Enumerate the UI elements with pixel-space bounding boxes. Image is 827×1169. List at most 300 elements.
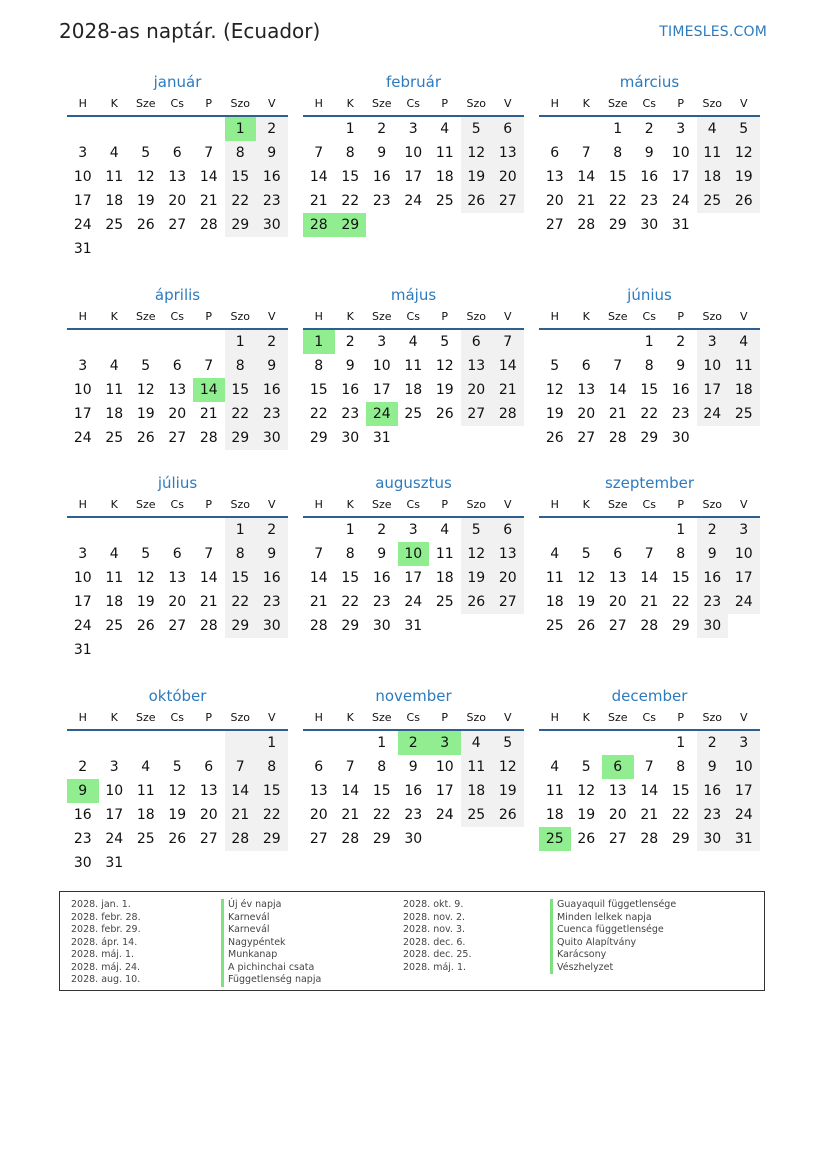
day-cell: 8 <box>225 141 257 165</box>
empty-day-cell <box>461 827 493 851</box>
empty-day-cell <box>429 827 461 851</box>
day-cell: 28 <box>225 827 257 851</box>
day-cell: 30 <box>372 618 391 634</box>
weekday-label: H <box>78 310 87 323</box>
day-cell: 5 <box>728 117 760 141</box>
legend-date: 2028. dec. 25. <box>403 949 472 960</box>
week-row <box>67 566 288 590</box>
day-cell: 17 <box>728 566 760 590</box>
empty-day-cell <box>162 851 194 875</box>
day-cell: 7 <box>644 759 654 775</box>
empty-day-cell <box>539 330 571 354</box>
day-cell: 29 <box>671 618 690 634</box>
weekday-label: K <box>110 498 118 511</box>
day-cell: 11 <box>435 546 454 562</box>
empty-day-cell <box>67 518 99 542</box>
day-cell: 17 <box>73 594 92 610</box>
day-cell: 12 <box>136 382 155 398</box>
day-cell: 21 <box>640 594 659 610</box>
day-cell: 19 <box>577 594 596 610</box>
day-cell: 22 <box>671 594 690 610</box>
empty-day-cell <box>193 330 225 354</box>
day-cell: 27 <box>168 618 187 634</box>
weekday-label: Szo <box>702 711 722 724</box>
month-name: december <box>611 687 688 705</box>
day-cell: 2 <box>697 518 729 542</box>
day-cell: 5 <box>141 145 151 161</box>
day-cell: 20 <box>492 165 524 189</box>
weekday-header <box>539 306 760 330</box>
day-cell: 23 <box>256 402 288 426</box>
week-row <box>539 141 760 165</box>
empty-day-cell <box>461 614 493 638</box>
empty-day-cell <box>492 614 524 638</box>
day-cell: 14 <box>492 354 524 378</box>
day-cell: 27 <box>608 618 627 634</box>
day-cell: 26 <box>435 406 454 422</box>
month-2 <box>303 71 524 237</box>
weekday-header <box>539 494 760 518</box>
day-cell: 8 <box>613 145 623 161</box>
weekday-label: K <box>582 310 590 323</box>
day-cell: 27 <box>461 402 493 426</box>
day-cell: 25 <box>105 430 124 446</box>
day-cell: 18 <box>105 193 124 209</box>
day-cell: 26 <box>136 430 155 446</box>
day-cell: 18 <box>105 594 124 610</box>
month-name: november <box>375 687 452 705</box>
weekday-label: K <box>582 498 590 511</box>
day-cell: 7 <box>204 546 214 562</box>
day-cell: 17 <box>404 169 423 185</box>
day-cell: 13 <box>168 169 187 185</box>
day-cell: 18 <box>545 594 564 610</box>
day-cell: 15 <box>671 783 690 799</box>
day-cell: 26 <box>492 803 524 827</box>
weekday-label: V <box>503 711 512 724</box>
weekday-label: Szo <box>230 97 250 110</box>
day-cell: 20 <box>168 406 187 422</box>
day-cell: 15 <box>225 165 257 189</box>
day-cell: 26 <box>461 590 493 614</box>
month-3 <box>539 71 760 237</box>
week-row <box>539 827 760 851</box>
empty-day-cell <box>99 731 131 755</box>
day-cell: 8 <box>377 759 387 775</box>
day-cell: 23 <box>341 406 360 422</box>
day-cell: 3 <box>676 121 686 137</box>
day-cell: 19 <box>168 807 187 823</box>
day-cell: 22 <box>372 807 391 823</box>
weekday-label: P <box>205 97 213 110</box>
day-cell: 25 <box>435 594 454 610</box>
day-cell: 6 <box>204 759 214 775</box>
week-row <box>67 426 288 450</box>
day-cell: 15 <box>341 570 360 586</box>
week-row <box>539 803 760 827</box>
day-cell: 13 <box>608 570 627 586</box>
empty-day-cell <box>697 426 729 450</box>
empty-day-cell <box>162 731 194 755</box>
week-row <box>67 117 288 141</box>
week-row <box>67 827 288 851</box>
day-cell: 1 <box>225 330 257 354</box>
weekday-label: Cs <box>642 711 656 724</box>
empty-day-cell <box>193 237 225 261</box>
day-cell: 23 <box>404 807 423 823</box>
day-cell: 29 <box>309 430 328 446</box>
day-cell: 10 <box>73 382 92 398</box>
weekday-label: P <box>677 310 685 323</box>
weekday-label: Sze <box>135 498 156 511</box>
day-cell: 11 <box>545 783 564 799</box>
week-row <box>303 354 524 378</box>
day-cell: 24 <box>73 430 92 446</box>
day-cell: 12 <box>461 141 493 165</box>
day-cell: 18 <box>728 378 760 402</box>
day-cell: 30 <box>256 426 288 450</box>
day-cell: 16 <box>404 783 423 799</box>
week-row <box>67 402 288 426</box>
month-name: július <box>157 474 198 492</box>
day-cell: 3 <box>408 121 418 137</box>
empty-day-cell <box>634 518 666 542</box>
day-cell: 11 <box>697 141 729 165</box>
weekday-label: K <box>346 97 354 110</box>
day-cell: 6 <box>172 145 182 161</box>
day-cell: 9 <box>377 546 387 562</box>
day-cell: 6 <box>613 546 623 562</box>
empty-day-cell <box>193 638 225 662</box>
day-cell: 7 <box>492 330 524 354</box>
holiday-legend <box>59 891 765 991</box>
weekday-label: V <box>739 711 748 724</box>
day-cell: 14 <box>640 783 659 799</box>
day-cell: 11 <box>105 169 124 185</box>
weekday-label: K <box>110 97 118 110</box>
empty-day-cell <box>225 237 257 261</box>
day-cell: 4 <box>109 358 119 374</box>
empty-day-cell <box>461 426 493 450</box>
week-row <box>539 731 760 755</box>
weekday-label: Szo <box>466 711 486 724</box>
day-cell: 25 <box>697 189 729 213</box>
empty-day-cell <box>429 426 461 450</box>
day-cell: 29 <box>671 831 690 847</box>
weekday-label: Cs <box>170 498 184 511</box>
day-cell: 5 <box>550 358 560 374</box>
holiday-day-cell: 14 <box>193 378 225 402</box>
day-cell: 11 <box>461 755 493 779</box>
day-cell: 24 <box>404 594 423 610</box>
day-cell: 23 <box>256 189 288 213</box>
weekday-label: K <box>110 310 118 323</box>
weekday-label: H <box>550 310 559 323</box>
day-cell: 29 <box>256 827 288 851</box>
brand-link[interactable]: TIMESLES.COM <box>659 24 767 40</box>
day-cell: 6 <box>172 546 182 562</box>
weekday-label: P <box>677 711 685 724</box>
day-cell: 28 <box>341 831 360 847</box>
day-cell: 2 <box>644 121 654 137</box>
week-row <box>303 731 524 755</box>
day-cell: 28 <box>309 618 328 634</box>
empty-day-cell <box>162 237 194 261</box>
weekday-label: P <box>205 310 213 323</box>
day-cell: 3 <box>377 334 387 350</box>
page-title: 2028-as naptár. (Ecuador) <box>59 19 321 43</box>
weekday-label: H <box>314 97 323 110</box>
day-cell: 17 <box>73 193 92 209</box>
weekday-header <box>303 93 524 117</box>
legend-holiday-name: Munkanap <box>221 949 321 962</box>
day-cell: 11 <box>136 783 155 799</box>
day-cell: 7 <box>613 358 623 374</box>
legend-holiday-name: Vészhelyzet <box>550 962 676 975</box>
day-cell: 4 <box>440 121 450 137</box>
day-cell: 29 <box>225 213 257 237</box>
day-cell: 17 <box>697 378 729 402</box>
day-cell: 19 <box>435 382 454 398</box>
day-cell: 14 <box>577 169 596 185</box>
day-cell: 19 <box>136 594 155 610</box>
day-cell: 30 <box>341 430 360 446</box>
empty-day-cell <box>225 638 257 662</box>
day-cell: 3 <box>408 522 418 538</box>
week-row <box>303 330 524 354</box>
legend-date: 2028. aug. 10. <box>71 974 141 985</box>
weekday-header <box>67 707 288 731</box>
day-cell: 28 <box>640 831 659 847</box>
week-row <box>539 590 760 614</box>
week-row <box>303 213 524 237</box>
holiday-day-cell: 1 <box>303 330 335 354</box>
day-cell: 13 <box>545 169 564 185</box>
day-cell: 17 <box>372 382 391 398</box>
day-cell: 22 <box>640 406 659 422</box>
day-cell: 30 <box>697 614 729 638</box>
week-row <box>539 378 760 402</box>
day-cell: 6 <box>581 358 591 374</box>
empty-day-cell <box>99 330 131 354</box>
weekday-label: Szo <box>702 97 722 110</box>
week-row <box>67 614 288 638</box>
empty-day-cell <box>303 518 335 542</box>
day-cell: 10 <box>728 755 760 779</box>
week-row <box>539 566 760 590</box>
week-row <box>303 755 524 779</box>
weekday-header <box>67 306 288 330</box>
day-cell: 29 <box>608 217 627 233</box>
month-4 <box>67 284 288 450</box>
empty-day-cell <box>99 117 131 141</box>
day-cell: 15 <box>372 783 391 799</box>
day-cell: 11 <box>404 358 423 374</box>
week-row <box>303 426 524 450</box>
day-cell: 9 <box>697 542 729 566</box>
day-cell: 22 <box>608 193 627 209</box>
empty-day-cell <box>193 117 225 141</box>
day-cell: 19 <box>136 193 155 209</box>
day-cell: 15 <box>256 779 288 803</box>
day-cell: 1 <box>676 735 686 751</box>
day-cell: 5 <box>581 546 591 562</box>
empty-day-cell <box>539 117 571 141</box>
month-name: március <box>619 73 680 91</box>
empty-day-cell <box>571 731 603 755</box>
day-cell: 27 <box>577 430 596 446</box>
weekday-label: P <box>441 711 449 724</box>
weekday-label: P <box>205 498 213 511</box>
day-cell: 18 <box>545 807 564 823</box>
legend-holiday-name: Minden lelkek napja <box>550 912 676 925</box>
day-cell: 1 <box>345 121 355 137</box>
empty-day-cell <box>366 213 398 237</box>
day-cell: 1 <box>256 731 288 755</box>
empty-day-cell <box>225 851 257 875</box>
day-cell: 17 <box>404 570 423 586</box>
day-cell: 25 <box>404 406 423 422</box>
day-cell: 5 <box>461 518 493 542</box>
day-cell: 7 <box>644 546 654 562</box>
day-cell: 20 <box>577 406 596 422</box>
week-row <box>67 803 288 827</box>
day-cell: 30 <box>256 614 288 638</box>
weekday-label: K <box>346 498 354 511</box>
day-cell: 30 <box>404 831 423 847</box>
weekday-label: K <box>582 97 590 110</box>
day-cell: 12 <box>168 783 187 799</box>
weekday-label: P <box>441 97 449 110</box>
day-cell: 21 <box>199 406 218 422</box>
weekday-label: Cs <box>170 310 184 323</box>
weekday-label: K <box>110 711 118 724</box>
day-cell: 24 <box>435 807 454 823</box>
day-cell: 28 <box>640 618 659 634</box>
month-5 <box>303 284 524 450</box>
day-cell: 24 <box>105 831 124 847</box>
day-cell: 5 <box>581 759 591 775</box>
empty-day-cell <box>99 518 131 542</box>
weekday-label: Cs <box>642 498 656 511</box>
empty-day-cell <box>303 731 335 755</box>
day-cell: 27 <box>608 831 627 847</box>
weekday-label: Cs <box>406 711 420 724</box>
legend-date: 2028. okt. 9. <box>403 899 464 910</box>
week-row <box>67 518 288 542</box>
day-cell: 10 <box>73 570 92 586</box>
day-cell: 29 <box>372 831 391 847</box>
day-cell: 20 <box>309 807 328 823</box>
day-cell: 13 <box>309 783 328 799</box>
weekday-label: Szo <box>466 310 486 323</box>
day-cell: 13 <box>577 382 596 398</box>
day-cell: 7 <box>314 546 324 562</box>
day-cell: 7 <box>314 145 324 161</box>
week-row <box>303 378 524 402</box>
holiday-day-cell: 29 <box>335 213 367 237</box>
empty-day-cell <box>99 638 131 662</box>
empty-day-cell <box>602 518 634 542</box>
legend-holiday-name: Cuenca függetlensége <box>550 924 676 937</box>
day-cell: 9 <box>345 358 355 374</box>
weekday-label: V <box>739 498 748 511</box>
day-cell: 24 <box>728 590 760 614</box>
weekday-header <box>303 707 524 731</box>
empty-day-cell <box>492 213 524 237</box>
weekday-label: H <box>314 498 323 511</box>
day-cell: 23 <box>697 590 729 614</box>
day-cell: 19 <box>136 406 155 422</box>
day-cell: 31 <box>73 642 92 658</box>
day-cell: 29 <box>225 614 257 638</box>
day-cell: 3 <box>78 546 88 562</box>
day-cell: 18 <box>404 382 423 398</box>
day-cell: 8 <box>345 145 355 161</box>
day-cell: 26 <box>577 618 596 634</box>
day-cell: 18 <box>105 406 124 422</box>
day-cell: 27 <box>309 831 328 847</box>
day-cell: 16 <box>372 570 391 586</box>
holiday-day-cell: 6 <box>602 755 634 779</box>
day-cell: 1 <box>676 522 686 538</box>
day-cell: 2 <box>256 518 288 542</box>
week-row <box>67 731 288 755</box>
legend-date: 2028. dec. 6. <box>403 936 466 948</box>
day-cell: 4 <box>109 145 119 161</box>
day-cell: 14 <box>309 570 328 586</box>
month-name: október <box>148 687 207 705</box>
week-row <box>539 426 760 450</box>
day-cell: 2 <box>377 121 387 137</box>
legend-dates-col-2 <box>403 899 471 974</box>
day-cell: 26 <box>136 618 155 634</box>
day-cell: 4 <box>550 546 560 562</box>
day-cell: 24 <box>671 193 690 209</box>
day-cell: 22 <box>225 590 257 614</box>
month-10 <box>67 685 288 875</box>
weekday-header <box>539 93 760 117</box>
day-cell: 4 <box>550 759 560 775</box>
day-cell: 11 <box>105 570 124 586</box>
weekday-label: Sze <box>371 97 392 110</box>
day-cell: 6 <box>314 759 324 775</box>
day-cell: 29 <box>341 618 360 634</box>
day-cell: 30 <box>671 430 690 446</box>
day-cell: 22 <box>671 807 690 823</box>
weekday-label: V <box>739 97 748 110</box>
day-cell: 2 <box>256 117 288 141</box>
legend-date: 2028. nov. 2. <box>403 911 466 923</box>
month-9 <box>539 472 760 638</box>
day-cell: 28 <box>492 402 524 426</box>
day-cell: 16 <box>697 566 729 590</box>
day-cell: 20 <box>168 193 187 209</box>
day-cell: 28 <box>608 430 627 446</box>
weekday-label: Sze <box>607 711 628 724</box>
weekday-label: P <box>441 310 449 323</box>
day-cell: 15 <box>309 382 328 398</box>
week-row <box>303 542 524 566</box>
week-row <box>303 189 524 213</box>
day-cell: 23 <box>73 831 92 847</box>
empty-day-cell <box>728 426 760 450</box>
week-row <box>539 165 760 189</box>
day-cell: 4 <box>440 522 450 538</box>
week-row <box>539 402 760 426</box>
weekday-label: K <box>346 310 354 323</box>
day-cell: 17 <box>435 783 454 799</box>
